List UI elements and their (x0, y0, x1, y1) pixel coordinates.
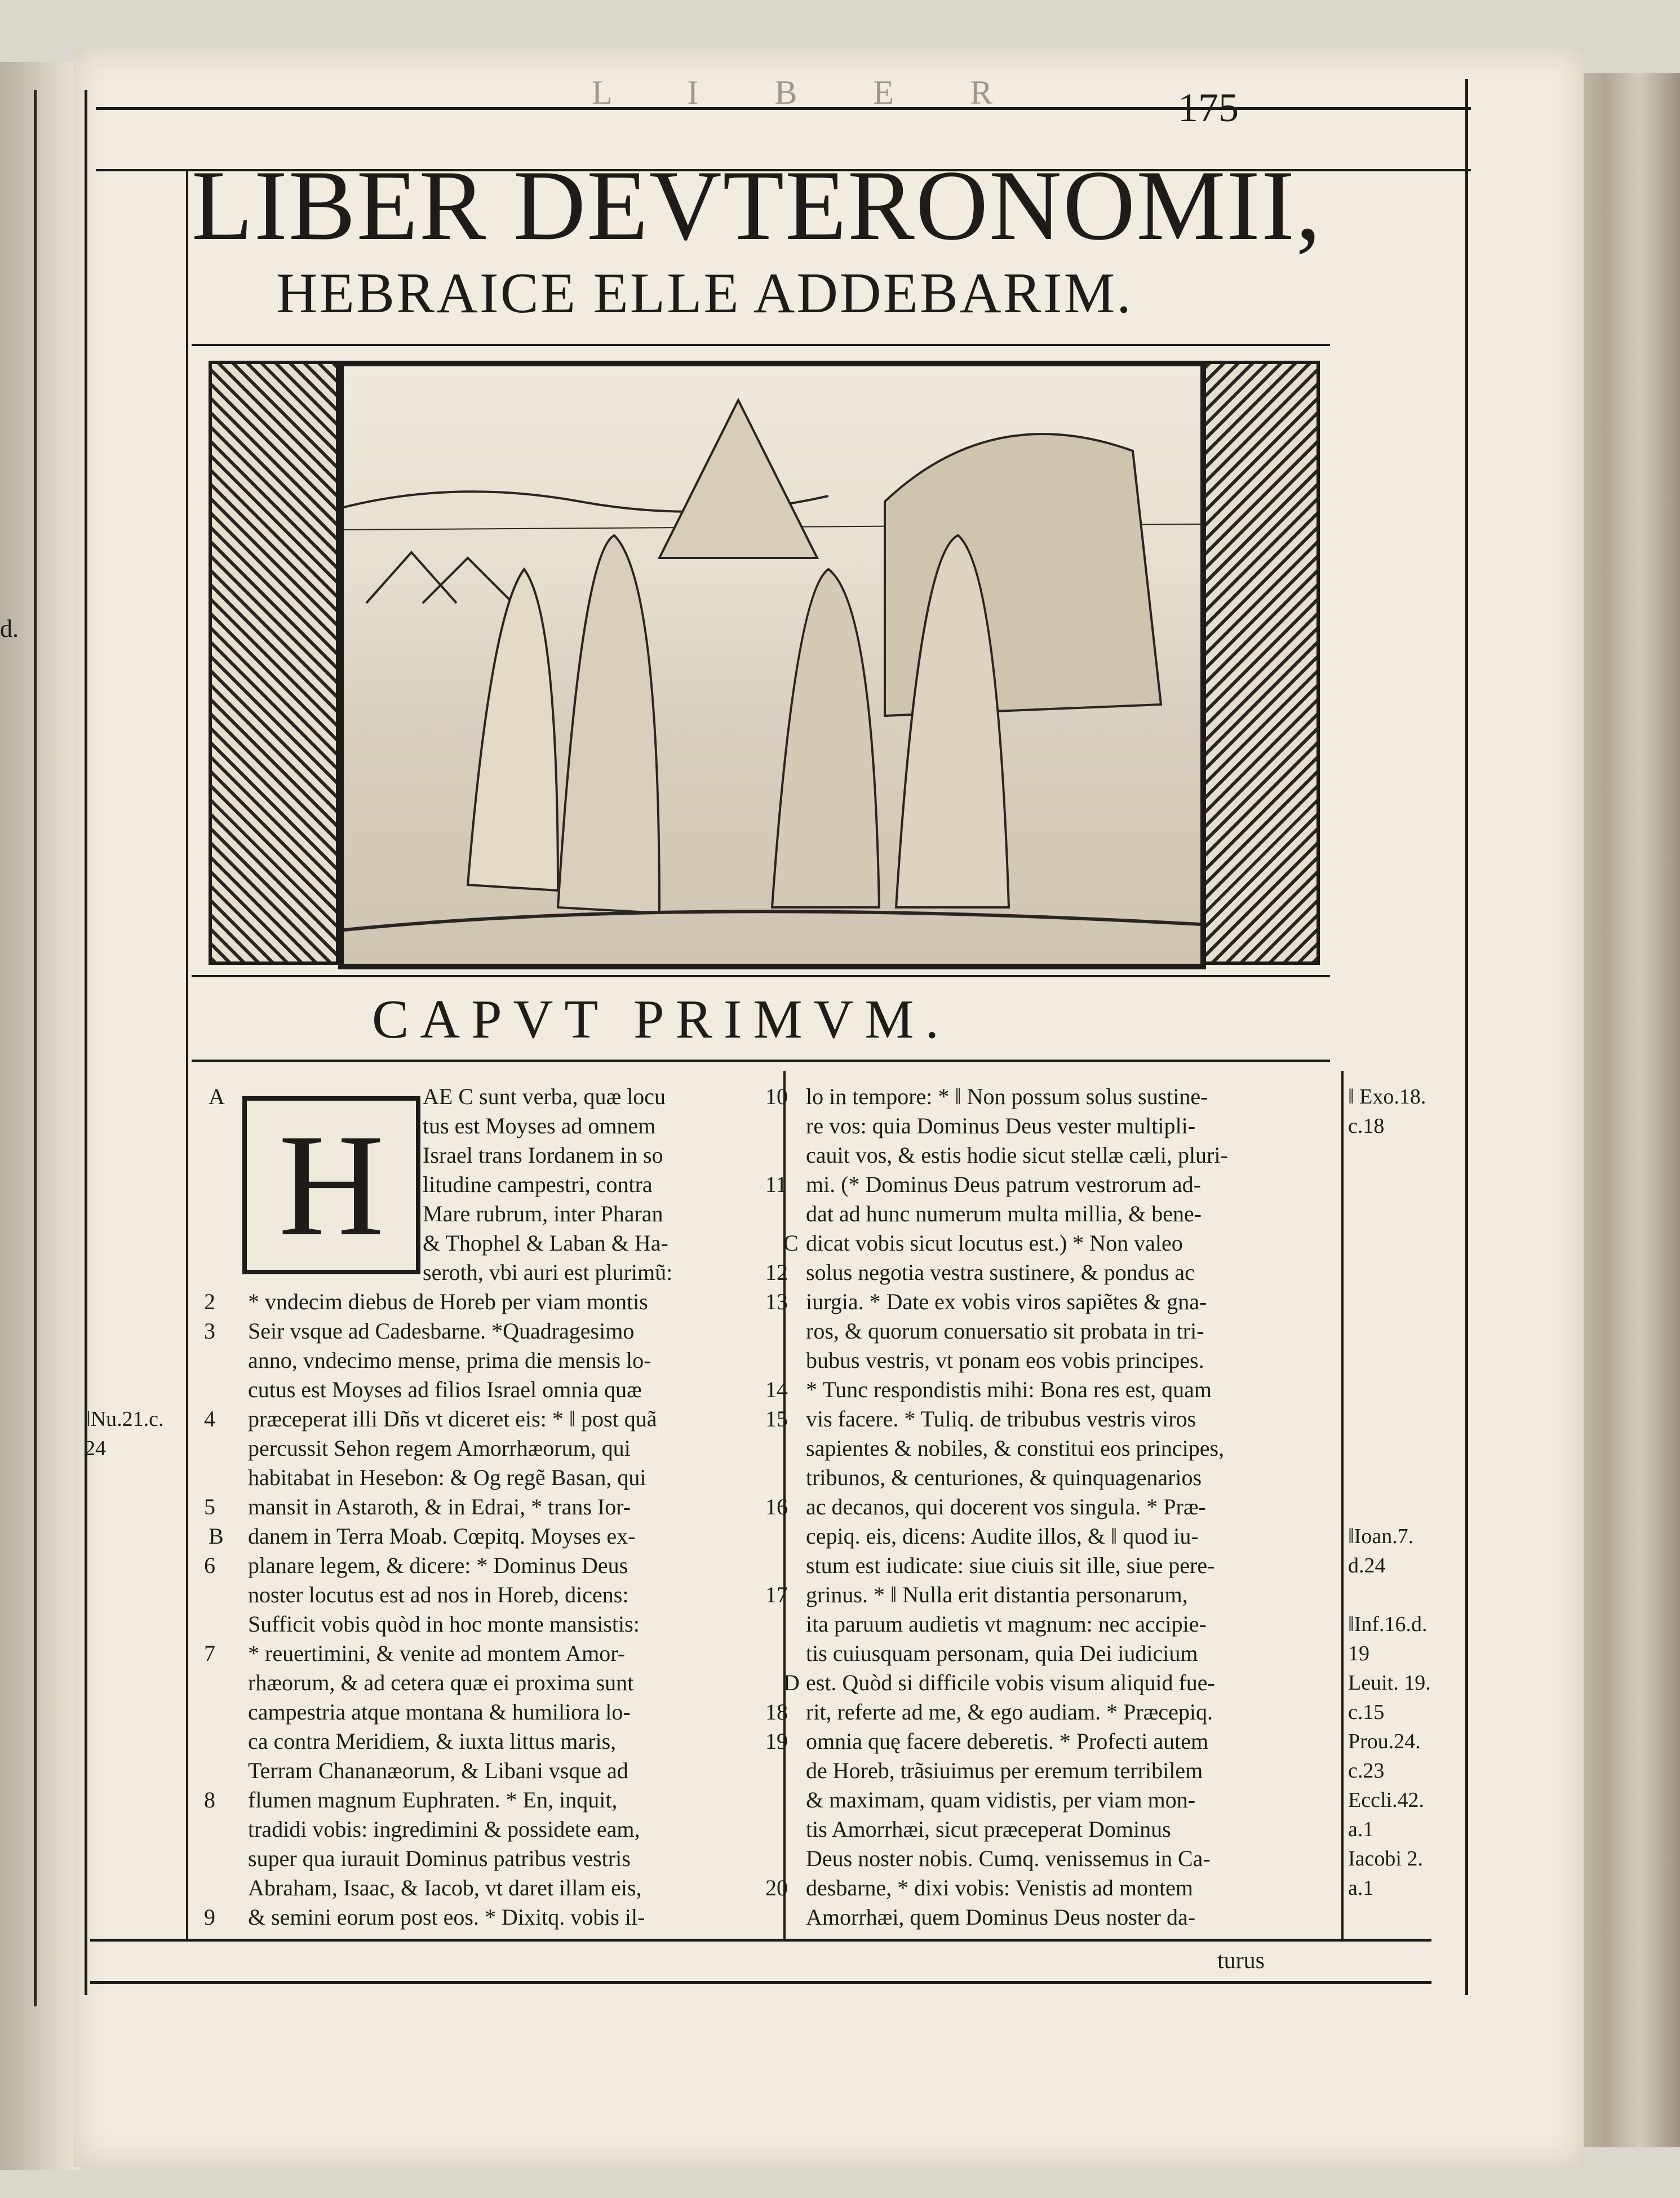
text-line: desbarne, * dixi vobis: Venistis ad montem (806, 1875, 1193, 1900)
text-line: * reuertimini, & venite ad montem Amor- (248, 1641, 626, 1666)
title-rule (192, 344, 1330, 346)
verse-number: 17 (765, 1582, 788, 1607)
text-line: mansit in Astaroth, & in Edrai, * trans Ior- (248, 1494, 631, 1519)
text-line: Israel trans Iordanem in so (423, 1142, 663, 1168)
margin-note: ‖Inf.16.d. (1348, 1612, 1428, 1636)
margin-note: Leuit. 19. (1348, 1671, 1431, 1695)
catchword: turus (1217, 1948, 1265, 1974)
text-line: planare legem, & dicere: * Dominus Deus (248, 1553, 628, 1578)
verse-number: 20 (765, 1875, 788, 1900)
text-line: iurgia. * Date ex vobis viros sapiẽtes & gna- (806, 1289, 1207, 1314)
margin-note: 24 (85, 1437, 106, 1460)
facing-page-rule (0, 90, 37, 2006)
section-letter: D (783, 1670, 800, 1695)
text-line: Abraham, Isaac, & Iacob, vt daret illam eis, (248, 1875, 642, 1900)
text-line: bubus vestris, vt ponam eos vobis principes. (806, 1348, 1204, 1373)
margin-note: Eccli.42. (1348, 1788, 1425, 1812)
verse-number: 13 (765, 1289, 788, 1314)
text-line: super qua iurauit Dominus patribus vestris (248, 1846, 631, 1871)
running-head: L I B E R (592, 74, 1027, 111)
text-line: vis facere. * Tuliq. de tribubus vestris viros (806, 1406, 1196, 1432)
chapter-heading: CAPVT PRIMVM. (372, 989, 951, 1050)
text-line: seroth, vbi auri est plurimũ: (423, 1260, 673, 1285)
text-line: campestria atque montana & humiliora lo- (248, 1699, 631, 1725)
verse-number: 16 (765, 1494, 788, 1519)
margin-note: ‖ Exo.18. (1348, 1085, 1426, 1109)
text-line: cutus est Moyses ad filios Israel omnia quæ (248, 1377, 642, 1402)
verse-number: 18 (765, 1699, 788, 1725)
verse-number: 4 (204, 1406, 215, 1432)
text-line: percussit Sehon regem Amorrhæorum, qui (248, 1435, 631, 1461)
text-line: tribunos, & centuriones, & quinquagenarios (806, 1465, 1202, 1490)
ornamental-border-left (209, 361, 339, 965)
initial-letter: H (278, 1104, 384, 1266)
text-column-left (248, 1082, 761, 1932)
text-line: danem in Terra Moab. Cœpitq. Moyses ex- (248, 1523, 636, 1549)
frame-left (85, 90, 87, 1995)
margin-note: ‖Nu.21.c. (85, 1407, 164, 1431)
section-letter: B (209, 1523, 224, 1549)
text-line: ita paruum audietis vt magnum: nec accipie- (806, 1611, 1207, 1637)
verse-number: 10 (765, 1084, 788, 1109)
margin-note: c.18 (1348, 1114, 1385, 1138)
woodcut-scene (344, 366, 1200, 964)
frame-right (1465, 79, 1468, 1995)
text-line: solus negotia vestra sustinere, & pondus ac (806, 1260, 1195, 1285)
margin-note: d.24 (1348, 1554, 1386, 1577)
text-line: ac decanos, qui docerent vos singula. * Præ- (806, 1494, 1206, 1519)
margin-note: c.15 (1348, 1700, 1385, 1724)
text-line: Mare rubrum, inter Pharan (423, 1201, 663, 1226)
verse-number: 19 (765, 1729, 788, 1754)
woodcut-illustration (338, 361, 1206, 969)
text-line: Sufficit vobis quòd in hoc monte mansistis: (248, 1611, 640, 1637)
text-line: noster locutus est ad nos in Horeb, dicens: (248, 1582, 629, 1607)
text-line: lo in tempore: * ‖ Non possum solus sustine- (806, 1084, 1208, 1109)
text-line: dicat vobis sicut locutus est.) * Non valeo (806, 1230, 1183, 1256)
margin-note: Prou.24. (1348, 1730, 1421, 1753)
facing-page-fragment: d. (0, 615, 19, 642)
text-line: præceperat illi Dñs vt diceret eis: * ‖ post quã (248, 1406, 657, 1432)
verse-number: 9 (204, 1904, 215, 1930)
margin-note: a.1 (1348, 1818, 1374, 1841)
text-line: rit, referte ad me, & ego audiam. * Præcepiq. (806, 1699, 1213, 1725)
text-line: Amorrhæi, quem Dominus Deus noster da- (806, 1904, 1196, 1930)
verse-number: 11 (765, 1172, 787, 1197)
text-line: anno, vndecimo mense, prima die mensis lo- (248, 1348, 651, 1373)
text-line: tus est Moyses ad omnem (423, 1113, 656, 1138)
text-line: * Tunc respondistis mihi: Bona res est, quam (806, 1377, 1212, 1402)
verse-number: 5 (204, 1494, 215, 1519)
text-line: tis cuiusquam personam, quia Dei iudicium (806, 1641, 1198, 1666)
text-column-right (806, 1082, 1336, 1932)
text-line: stum est iudicate: siue ciuis sit ille, siue pere- (806, 1553, 1215, 1578)
book-title: LIBER DEVTERONOMII, (192, 149, 1322, 261)
margin-note: Iacobi 2. (1348, 1847, 1423, 1871)
text-line: Seir vsque ad Cadesbarne. *Quadragesimo (248, 1318, 635, 1344)
inner-frame-left (186, 169, 188, 1939)
text-line: AE C sunt verba, quæ locu (423, 1084, 666, 1109)
text-line: ca contra Meridiem, & iuxta littus maris, (248, 1729, 617, 1754)
margin-note: 19 (1348, 1642, 1369, 1665)
text-line: habitabat in Hesebon: & Og regẽ Basan, qui (248, 1465, 646, 1490)
text-line: litudine campestri, contra (423, 1172, 653, 1197)
text-line: cauit vos, & estis hodie sicut stellæ cæli, pluri- (806, 1142, 1228, 1168)
text-line: tradidi vobis: ingredimini & possidete eam, (248, 1816, 640, 1842)
verse-number: 7 (204, 1641, 215, 1666)
verse-number: 6 (204, 1553, 215, 1578)
text-line: omnia quę facere deberetis. * Profecti autem (806, 1729, 1209, 1754)
verse-number: 15 (765, 1406, 788, 1432)
margin-note: c.23 (1348, 1759, 1385, 1783)
bottom-rule (90, 1939, 1431, 1942)
text-line: tis Amorrhæi, sicut præceperat Dominus (806, 1816, 1171, 1842)
verse-number: 8 (204, 1787, 215, 1813)
text-line: Terram Chananæorum, & Libani vsque ad (248, 1758, 628, 1783)
text-line: flumen magnum Euphraten. * En, inquit, (248, 1787, 618, 1813)
margin-note: ‖Ioan.7. (1348, 1525, 1414, 1548)
verse-number: 12 (765, 1260, 788, 1285)
book-subtitle: HEBRAICE ELLE ADDEBARIM. (276, 262, 1133, 325)
heading-rule-bottom (192, 1060, 1330, 1062)
text-line: mi. (* Dominus Deus patrum vestrorum ad- (806, 1172, 1201, 1197)
margin-note: a.1 (1348, 1876, 1374, 1900)
text-line: re vos: quia Dominus Deus vester multipli- (806, 1113, 1196, 1138)
text-line: * vndecim diebus de Horeb per viam montis (248, 1289, 648, 1314)
verse-number: 2 (204, 1289, 215, 1314)
page-number: 175 (1178, 85, 1239, 130)
section-letter: C (783, 1230, 799, 1256)
text-line: grinus. * ‖ Nulla erit distantia personarum, (806, 1582, 1188, 1607)
text-line: est. Quòd si difficile vobis visum aliquid fue- (806, 1670, 1215, 1695)
verse-number: 14 (765, 1377, 788, 1402)
ornamental-border-right (1200, 361, 1320, 965)
verse-number: 3 (204, 1318, 215, 1344)
text-line: & semini eorum post eos. * Dixitq. vobis il- (248, 1904, 645, 1930)
section-letter: A (209, 1084, 225, 1109)
text-line: & Thophel & Laban & Ha- (423, 1230, 668, 1256)
text-line: ros, & quorum conuersatio sit probata in tri- (806, 1318, 1204, 1344)
text-line: dat ad hunc numerum multa millia, & bene- (806, 1201, 1202, 1226)
heading-rule-top (192, 975, 1330, 977)
text-line: de Horeb, trãsiuimus per eremum terribilem (806, 1758, 1203, 1783)
text-line: rhæorum, & ad cetera quæ ei proxima sunt (248, 1670, 634, 1695)
margin-divider (1341, 1071, 1344, 1939)
text-line: & maximam, quam vidistis, per viam mon- (806, 1787, 1196, 1813)
text-line: sapientes & nobiles, & constitui eos principes, (806, 1435, 1225, 1461)
text-line: cepiq. eis, dicens: Audite illos, & ‖ quod iu- (806, 1523, 1199, 1549)
bottom-rule-2 (90, 1981, 1431, 1984)
text-line: Deus noster nobis. Cumq. venissemus in Ca- (806, 1846, 1211, 1871)
